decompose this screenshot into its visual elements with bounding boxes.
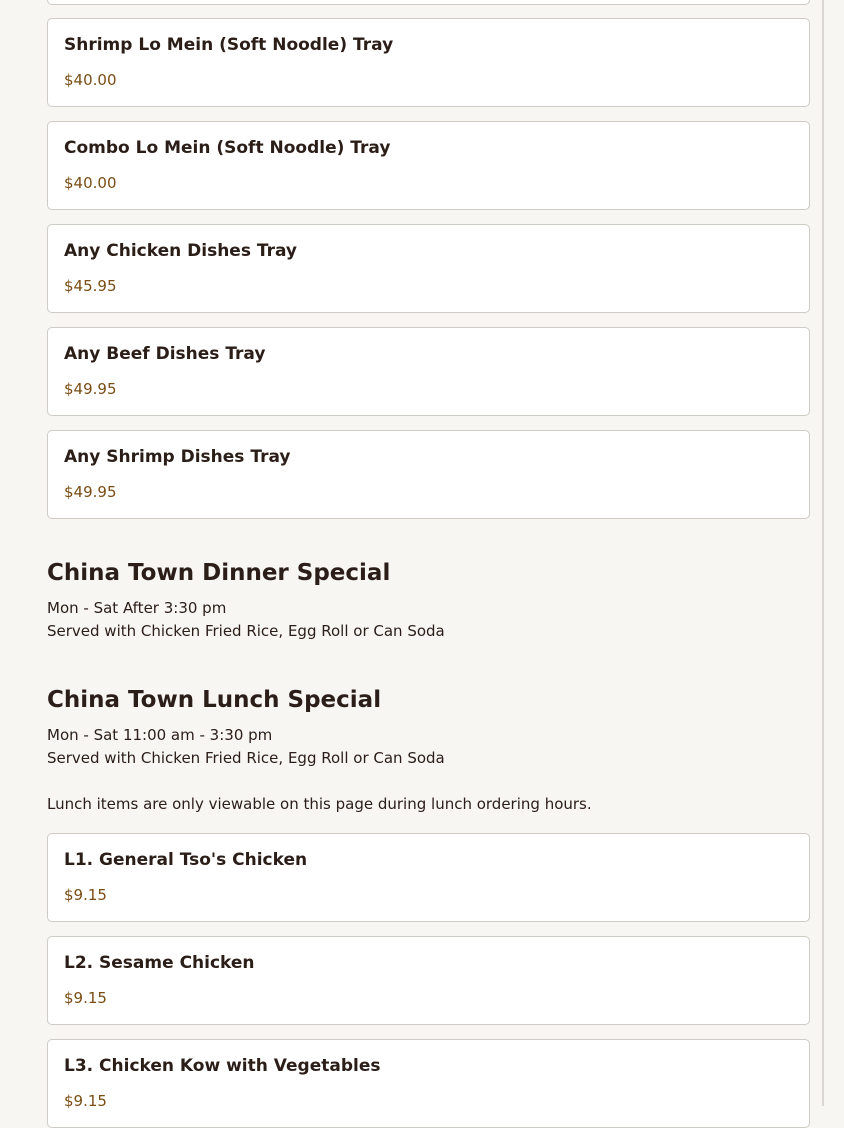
menu-item-price: $40.00 xyxy=(64,71,117,89)
menu-item-name: Any Chicken Dishes Tray xyxy=(64,241,298,261)
menu-item-price: $40.00 xyxy=(64,174,117,192)
dinner-special-description: Served with Chicken Fried Rice, Egg Roll or Can Soda xyxy=(47,622,445,640)
menu-item-card[interactable] xyxy=(47,224,810,313)
menu-item-card[interactable] xyxy=(47,936,810,1025)
menu-item-name: L2. Sesame Chicken xyxy=(64,953,255,973)
section-title-dinner-special: China Town Dinner Special xyxy=(47,560,391,586)
menu-item-price: $45.95 xyxy=(64,277,117,295)
menu-item-price: $49.95 xyxy=(64,483,117,501)
menu-item-name: Any Shrimp Dishes Tray xyxy=(64,447,291,467)
menu-item-card[interactable] xyxy=(47,121,810,210)
menu-item-price: $9.15 xyxy=(64,886,107,904)
menu-item-price: $9.15 xyxy=(64,989,107,1007)
menu-item-card-partial[interactable] xyxy=(47,0,810,5)
menu-item-name: Any Beef Dishes Tray xyxy=(64,344,266,364)
menu-item-name: L3. Chicken Kow with Vegetables xyxy=(64,1056,381,1076)
menu-item-price: $49.95 xyxy=(64,380,117,398)
lunch-availability-notice: Lunch items are only viewable on this page during lunch ordering hours. xyxy=(47,795,592,813)
menu-item-card[interactable] xyxy=(47,327,810,416)
menu-item-name: Combo Lo Mein (Soft Noodle) Tray xyxy=(64,138,391,158)
dinner-special-hours: Mon - Sat After 3:30 pm xyxy=(47,599,227,617)
menu-item-card[interactable] xyxy=(47,18,810,107)
menu-item-price: $9.15 xyxy=(64,1092,107,1110)
lunch-special-description: Served with Chicken Fried Rice, Egg Roll or Can Soda xyxy=(47,749,445,767)
section-title-lunch-special: China Town Lunch Special xyxy=(47,687,382,713)
menu-item-card[interactable] xyxy=(47,1039,810,1128)
menu-item-name: Shrimp Lo Mein (Soft Noodle) Tray xyxy=(64,35,394,55)
lunch-special-hours: Mon - Sat 11:00 am - 3:30 pm xyxy=(47,726,273,744)
menu-item-card[interactable] xyxy=(47,430,810,519)
menu-item-name: L1. General Tso's Chicken xyxy=(64,850,308,870)
menu-item-card[interactable] xyxy=(47,833,810,922)
page-edge-divider xyxy=(822,0,824,1106)
